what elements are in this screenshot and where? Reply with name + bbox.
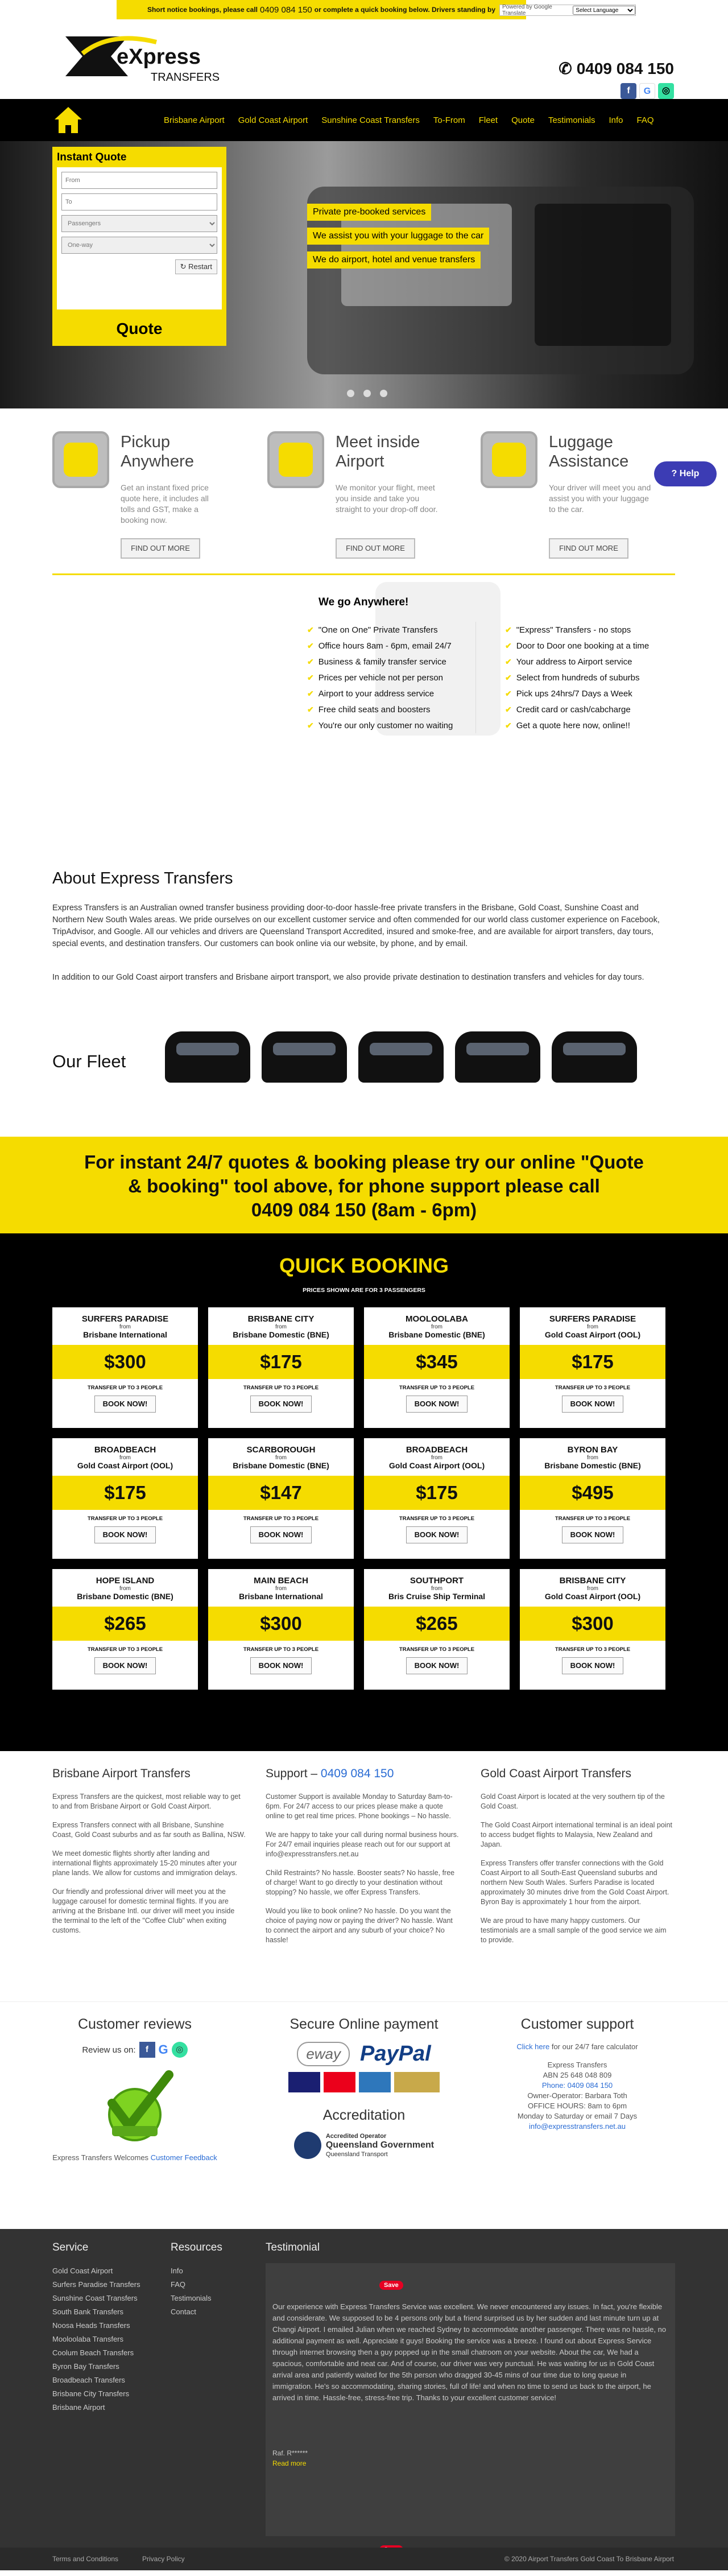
callout-private: Private pre-booked services [307, 204, 431, 221]
main-nav [0, 99, 728, 141]
qld-crest-icon [294, 2132, 321, 2159]
fare-calculator-line: Click here for our 24/7 fare calculator [516, 2042, 638, 2051]
feature-text: We monitor your flight, meet you inside and take you straight to your drop-off door. [336, 483, 438, 514]
hero-slider [0, 141, 728, 408]
card-note: TRANSFER UP TO 3 PEOPLE [87, 1516, 163, 1522]
google-icon[interactable]: G [639, 83, 655, 99]
instant-quote-title: Instant Quote [57, 151, 127, 163]
list-item: ✔ Airport to your address service [307, 686, 453, 701]
card-price: $175 [52, 1476, 198, 1510]
card-from-label: from [119, 1324, 131, 1330]
card-price: $300 [208, 1607, 354, 1641]
column-paragraph: We meet domestic flights shortly after landing and international flights approximately 15-20 minutes after your plane lands. We allow for customs and immigration delays. [52, 1850, 237, 1877]
terms-link[interactable]: Terms and Conditions [52, 2555, 119, 2563]
social-links [621, 83, 674, 99]
amex-card-icon [359, 2072, 391, 2092]
luggage-icon [481, 431, 537, 488]
support-email-link[interactable]: info@expresstransfers.net.au [528, 2122, 626, 2131]
home-icon[interactable] [52, 105, 84, 135]
card-origin: Brisbane Domestic (BNE) [233, 1461, 329, 1470]
slider-dots [347, 390, 387, 397]
fleet-title: Our Fleet [52, 1051, 126, 1071]
card-price: $265 [52, 1607, 198, 1641]
card-origin: Gold Coast Airport (OOL) [544, 1330, 641, 1339]
fleet-vehicle-image [455, 1031, 540, 1083]
hero-car-image [239, 164, 728, 391]
support-line: Monday to Saturday or email 7 Days [517, 2112, 638, 2120]
phone-quote-icon [52, 431, 109, 488]
pinterest-save-button[interactable]: Save [379, 2281, 403, 2290]
footer-bottom-bar [0, 2548, 728, 2570]
header-phone[interactable] [559, 59, 674, 78]
card-from-label: from [431, 1455, 442, 1461]
column-paragraph: We are proud to have many happy customers. Our testimonials are a small sample of the good service we aim to provide. [481, 1917, 667, 1944]
accreditation-title: Accreditation [322, 2107, 406, 2123]
card-from-label: from [431, 1324, 442, 1330]
find-out-more-button[interactable]: FIND OUT MORE [549, 538, 628, 559]
nav-item-faq[interactable]: FAQ [636, 115, 654, 125]
list-item: ✔ Pick ups 24hrs/7 Days a Week [505, 686, 649, 701]
book-now-button[interactable]: BOOK NOW! [406, 1657, 468, 1674]
fare-calculator-link[interactable]: Click here [516, 2042, 550, 2051]
support-column [266, 1767, 459, 1954]
column-paragraph: Child Restraints? No hassle. Booster seats? No hassle, free of charge! Want to go directly to your destination without stopping? No hassle, we offer Express Transfers. [266, 1869, 455, 1896]
fleet-vehicle-image [552, 1031, 637, 1083]
mastercard-icon [324, 2072, 355, 2092]
card-note: TRANSFER UP TO 3 PEOPLE [555, 1646, 631, 1653]
footer-service-link[interactable]: Coolum Beach Transfers [52, 2348, 134, 2357]
card-destination: MAIN BEACH [254, 1576, 308, 1586]
booking-card [52, 1307, 198, 1428]
accreditation-badge [262, 2132, 466, 2159]
callout-luggage: We assist you with your luggage to the car [307, 228, 489, 245]
cabcharge-card-icon [394, 2072, 440, 2092]
fleet-vehicle-image [262, 1031, 347, 1083]
card-origin: Brisbane Domestic (BNE) [388, 1330, 485, 1339]
card-price: $300 [520, 1607, 665, 1641]
book-now-button[interactable]: BOOK NOW! [562, 1526, 623, 1543]
list-item: ✔ Select from hundreds of suburbs [505, 670, 649, 686]
list-item: ✔ Your address to Airport service [505, 654, 649, 670]
card-price: $175 [520, 1345, 665, 1379]
testimonial-text: Our experience with Express Transfers Service was excellent. We never encountered any issues. In fact, you're flexible and considerate. We supposed to be 4 persons only but a friend surprised us by her sudden and last minute turn up at Changi Airport. I emailed Julian when we reached Sydney to accommodate another passenger. There was no hassle, no additional payment as well. Appreciate it guys! Booking the service was a breeze. I found out about Express Service through internet browsing then a guy popped up in the small chatroom on your website. About the car, We had a spacious, comfortable and neat car. And of course, our driver was very punctual. He was waiting for us in Gold Coast arrival area and patiently waited for the 5th person who dragged 30-45 mins of our time due to long queue in immigration. He's so accommodating, sharing stories, full of life! and when no time to send us back to the airport, he arrived in time. Hassle-free, stress-free trip. Thanks to your excellent customer service! [272, 2302, 667, 2402]
card-destination: SURFERS PARADISE [549, 1314, 636, 1324]
card-origin: Brisbane International [239, 1592, 323, 1601]
booking-card [520, 1438, 665, 1559]
testimonial-author: Raf. R****** [272, 2449, 308, 2457]
card-note: TRANSFER UP TO 3 PEOPLE [555, 1516, 631, 1522]
fleet-images [165, 1031, 637, 1083]
booking-card [208, 1438, 354, 1559]
google-icon[interactable]: G [158, 2042, 168, 2057]
booking-card [364, 1307, 510, 1428]
column-paragraph: Express Transfers are the quickest, most reliable way to get to and from Brisbane Airport or Gold Coast Airport. [52, 1793, 241, 1810]
footer-service-link[interactable]: Brisbane Airport [52, 2403, 105, 2412]
footer-service-link[interactable]: Surfers Paradise Transfers [52, 2280, 140, 2289]
quick-booking-title: QUICK BOOKING [279, 1254, 449, 1277]
accreditation-line: Accredited Operator [325, 2133, 387, 2140]
card-destination: BRISBANE CITY [559, 1576, 626, 1586]
card-from-label: from [431, 1586, 442, 1592]
features-section [0, 408, 728, 582]
card-destination: SURFERS PARADISE [81, 1314, 169, 1324]
nav-item-quote[interactable]: Quote [511, 115, 535, 125]
column-paragraph: Express Transfers offer transfer connections with the Gold Coast Airport to all South-East Queensland suburbs and northern New South Wales. Surfers Paradise is located approximately 30 minutes drive from the Gold Coast Airport. Byron Bay is approximately 1 hour from the airport. [481, 1859, 669, 1906]
footer-service-link[interactable]: Byron Bay Transfers [52, 2362, 119, 2371]
footer-service-link[interactable]: Noosa Heads Transfers [52, 2321, 130, 2330]
to-input[interactable] [61, 193, 217, 210]
booking-card [208, 1569, 354, 1690]
divider [52, 573, 675, 575]
column-paragraph: Our friendly and professional driver will meet you at the luggage carousel for domestic terminal flights. If you are arriving at the Brisbane Intl. our driver will meet you inside the terminal to the left of the "Coffee Club" when exiting customs. [52, 1888, 235, 1934]
testimonial-box [266, 2263, 675, 2536]
footer-resources-title: Resources [171, 2241, 222, 2253]
top-rated-seal-icon [89, 2063, 180, 2149]
feature-title: Pickup Anywhere [121, 433, 194, 470]
from-input[interactable] [61, 172, 217, 189]
support-title: Customer support [520, 2016, 634, 2032]
book-now-button[interactable]: BOOK NOW! [562, 1657, 623, 1674]
booking-card [52, 1569, 198, 1690]
find-out-more-button[interactable]: FIND OUT MORE [336, 538, 415, 559]
footer-testimonial-title: Testimonial [266, 2241, 320, 2253]
benefits-list-right [505, 622, 649, 733]
list-item: ✔ Get a quote here now, online!! [505, 717, 649, 733]
card-price: $175 [208, 1345, 354, 1379]
card-from-label: from [119, 1455, 131, 1461]
card-price: $495 [520, 1476, 665, 1510]
booking-card [520, 1307, 665, 1428]
facebook-icon[interactable]: f [139, 2042, 155, 2058]
nav-item-testimonials[interactable]: Testimonials [548, 115, 595, 125]
list-item: ✔ "One on One" Private Transfers [307, 622, 453, 638]
logo-word-transfers: TRANSFERS [151, 71, 220, 84]
footer-resource-link[interactable]: FAQ [171, 2280, 186, 2289]
card-logos [262, 2072, 466, 2092]
promo-line: & booking" tool above, for phone support please call [128, 1175, 600, 1196]
card-origin: Bris Cruise Ship Terminal [388, 1592, 486, 1601]
footer-service-link[interactable]: Mooloolaba Transfers [52, 2335, 124, 2343]
card-from-label: from [275, 1455, 287, 1461]
language-select[interactable] [573, 6, 635, 15]
nav-menu [157, 99, 661, 141]
column-paragraph: Would you like to book online? No hassle. Do you want the choice of paying now or paying the driver? No hassle. Want to connect the airport and any suburb of your choice? No hassle! [266, 1907, 453, 1944]
card-destination: MOOLOOLABA [406, 1314, 468, 1324]
site-header [0, 19, 728, 99]
card-from-label: from [275, 1586, 287, 1592]
quick-booking-section [0, 1233, 728, 1751]
card-note: TRANSFER UP TO 3 PEOPLE [243, 1646, 319, 1653]
support-phone[interactable]: Phone: 0409 084 150 [541, 2081, 613, 2090]
trip-type-select[interactable] [61, 237, 217, 254]
footer-service-link[interactable]: Sunshine Coast Transfers [52, 2294, 138, 2302]
top-bar [0, 0, 728, 19]
book-now-button[interactable]: BOOK NOW! [94, 1396, 156, 1413]
card-from-label: from [587, 1586, 598, 1592]
fleet-section [0, 1023, 728, 1137]
slider-dot-2[interactable] [363, 390, 371, 397]
card-note: TRANSFER UP TO 3 PEOPLE [399, 1516, 475, 1522]
book-now-button[interactable]: BOOK NOW! [250, 1526, 312, 1543]
column-paragraph: The Gold Coast Airport international terminal is an ideal point to access budget flights to Malaysia, New Zealand and Japan. [481, 1821, 672, 1848]
anywhere-title: We go Anywhere! [318, 596, 409, 608]
card-price: $147 [208, 1476, 354, 1510]
fleet-vehicle-image [358, 1031, 444, 1083]
column-title: Brisbane Airport Transfers [52, 1767, 191, 1780]
payment-logos [262, 2042, 466, 2066]
column-title: Support – 0409 084 150 [266, 1767, 394, 1780]
fleet-vehicle-image [165, 1031, 250, 1083]
payment-title: Secure Online payment [289, 2016, 439, 2032]
handshake-icon [267, 431, 324, 488]
about-title: About Express Transfers [52, 869, 233, 887]
feature-text: Your driver will meet you and assist you with your luggage to the car. [549, 483, 651, 514]
promo-phone[interactable]: 0409 084 150 (8am - 6pm) [251, 1199, 477, 1220]
list-item: ✔ Business & family transfer service [307, 654, 453, 670]
card-from-label: from [587, 1324, 598, 1330]
card-note: TRANSFER UP TO 3 PEOPLE [399, 1646, 475, 1653]
booking-card [52, 1438, 198, 1559]
card-price: $300 [52, 1345, 198, 1379]
card-destination: BYRON BAY [567, 1445, 618, 1455]
read-more-link[interactable]: Read more [272, 2459, 307, 2467]
hero-callouts [307, 204, 489, 275]
list-item: ✔ Credit card or cash/cabcharge [505, 701, 649, 717]
card-note: TRANSFER UP TO 3 PEOPLE [555, 1385, 631, 1391]
slider-dot-3[interactable] [380, 390, 387, 397]
card-note: TRANSFER UP TO 3 PEOPLE [399, 1385, 475, 1391]
help-button[interactable]: ? Help [654, 461, 717, 486]
card-note: TRANSFER UP TO 3 PEOPLE [87, 1385, 163, 1391]
gold-coast-column [481, 1767, 674, 1954]
footer-service-link[interactable]: Brisbane City Transfers [52, 2389, 130, 2398]
notice-text-2: or complete a quick booking below. Drivers standing by [314, 6, 496, 14]
notice-text: Short notice bookings, please call [147, 6, 258, 14]
paypal-logo: PayPal [360, 2042, 431, 2066]
review-us-label: Review us on: [82, 2045, 136, 2055]
payment-column [262, 2016, 466, 2159]
footer-service-link[interactable]: Broadbeach Transfers [52, 2376, 125, 2384]
restart-icon: ↻ [180, 262, 189, 271]
card-destination: SOUTHPORT [410, 1576, 464, 1586]
express-transfers-logo[interactable] [60, 25, 253, 88]
card-destination: BROADBEACH [406, 1445, 468, 1455]
list-item: ✔ "Express" Transfers - no stops [505, 622, 649, 638]
book-now-button[interactable]: BOOK NOW! [562, 1396, 623, 1413]
nav-item-gold-coast-airport[interactable]: Gold Coast Airport [238, 115, 308, 125]
facebook-icon[interactable]: f [621, 83, 636, 99]
footer-resources-list [171, 2264, 212, 2319]
card-origin: Brisbane Domestic (BNE) [77, 1592, 173, 1601]
booking-card [364, 1569, 510, 1690]
list-item: ✔ Prices per vehicle not per person [307, 670, 453, 686]
card-origin: Brisbane Domestic (BNE) [233, 1330, 329, 1339]
phone-icon: ✆ [559, 60, 572, 77]
feature-title: Meet inside Airport [336, 433, 420, 470]
visa-card-icon [288, 2072, 320, 2092]
booking-card [208, 1307, 354, 1428]
booking-cards-grid [52, 1307, 665, 1690]
feature-title: Luggage Assistance [549, 433, 629, 470]
slider-dot-1[interactable] [347, 390, 354, 397]
eway-logo: eway [297, 2042, 350, 2066]
card-note: TRANSFER UP TO 3 PEOPLE [243, 1516, 319, 1522]
support-phone-link[interactable]: 0409 084 150 [320, 1767, 394, 1780]
card-destination: BROADBEACH [94, 1445, 156, 1455]
about-paragraph-2: In addition to our Gold Coast airport transfers and Brisbane airport transport, we also provide private destination to destination transfers and vehicles for day tours. [52, 973, 644, 982]
site-footer [0, 2229, 728, 2570]
card-destination: SCARBOROUGH [246, 1445, 316, 1455]
card-destination: BRISBANE CITY [247, 1314, 315, 1324]
reviews-title: Customer reviews [77, 2016, 192, 2032]
benefits-list-left [307, 622, 476, 733]
footer-service-link[interactable]: Gold Coast Airport [52, 2267, 113, 2275]
copyright-text: © 2020 Airport Transfers Gold Coast To Brisbane Airport [504, 2555, 674, 2563]
customer-reviews-column [52, 2016, 217, 2163]
instant-quote-panel [52, 147, 226, 346]
quote-form [57, 167, 222, 309]
nav-item-info[interactable]: Info [609, 115, 623, 125]
footer-service-list [52, 2264, 140, 2414]
column-paragraph: Express Transfers connect with all Brisbane, Sunshine Coast, Gold Coast suburbs and as far south as Ballina, NSW. [52, 1821, 246, 1839]
column-paragraph: Customer Support is available Monday to Saturday 8am-to-6pm. For 24/7 access to our prices please make a quote online to get real time prices. Phone bookings – No hassle. [266, 1793, 453, 1820]
book-now-button[interactable]: BOOK NOW! [94, 1657, 156, 1674]
feedback-line: Express Transfers Welcomes Customer Feedback [52, 2153, 217, 2162]
short-notice-banner [117, 0, 526, 19]
review-us-row [52, 2042, 217, 2058]
support-line: OFFICE HOURS: 8am to 6pm [527, 2102, 627, 2110]
column-paragraph: Gold Coast Airport is located at the very southern tip of the Gold Coast. [481, 1793, 665, 1810]
nav-item-to-from[interactable]: To-From [433, 115, 465, 125]
footer-service-title: Service [52, 2241, 89, 2253]
header-phone-number[interactable]: 0409 084 150 [576, 59, 674, 77]
find-out-more-button[interactable]: FIND OUT MORE [121, 538, 200, 559]
card-origin: Gold Coast Airport (OOL) [388, 1461, 485, 1470]
card-price: $175 [364, 1476, 510, 1510]
card-from-label: from [587, 1455, 598, 1461]
tripadvisor-icon[interactable]: ◎ [658, 83, 674, 99]
list-item: ✔ Free child seats and boosters [307, 701, 453, 717]
passengers-select[interactable] [61, 215, 217, 232]
brisbane-airport-column [52, 1767, 246, 1945]
about-paragraph-1: Express Transfers is an Australian owned transfer business providing door-to-door hassle-free private transfers in the Brisbane, Gold Coast, Sunshine Coast and Northern New South Wales areas. We pride ourselves on our excellent customer service and often commended for our world class customer experience on Facebook, TripAdvisor, and Google. All our vehicles and drivers are Queensland Transport Accredited, insured and smoke-free, and are available for airport transfers, day tours, special events, and destination transfers. Our customers can book online via our website, by phone, and by email. [52, 903, 660, 948]
nav-item-fleet[interactable]: Fleet [478, 115, 498, 125]
help-icon: ? [671, 469, 680, 478]
booking-card [520, 1569, 665, 1690]
tripadvisor-icon[interactable]: ◎ [172, 2042, 188, 2058]
book-now-button[interactable]: BOOK NOW! [250, 1396, 312, 1413]
card-from-label: from [275, 1324, 287, 1330]
support-line: Express Transfers [547, 2061, 607, 2069]
card-from-label: from [119, 1586, 131, 1592]
column-paragraph: We are happy to take your call during normal business hours. For 24/7 email inquiries please reach out for our support at info@expresstransfers.net.au [266, 1831, 459, 1858]
footer-service-link[interactable]: South Bank Transfers [52, 2307, 124, 2316]
footer-resource-link[interactable]: Contact [171, 2307, 196, 2316]
list-item: ✔ You're our only customer no waiting [307, 717, 453, 733]
promo-line: For instant 24/7 quotes & booking please try our online "Quote [84, 1151, 644, 1173]
book-now-button[interactable]: BOOK NOW! [406, 1526, 468, 1543]
support-line: Owner-Operator: Barbara Toth [527, 2091, 627, 2100]
card-note: TRANSFER UP TO 3 PEOPLE [243, 1385, 319, 1391]
google-translate-widget[interactable] [499, 5, 636, 16]
restart-button[interactable]: ↻ Restart [175, 259, 217, 274]
column-title: Gold Coast Airport Transfers [481, 1767, 631, 1780]
card-origin: Gold Coast Airport (OOL) [544, 1592, 641, 1601]
list-item: ✔ Door to Door one booking at a time [505, 638, 649, 654]
callout-airport: We do airport, hotel and venue transfers [307, 251, 481, 269]
card-price: $345 [364, 1345, 510, 1379]
translate-powered-label: Powered by Google Translate [502, 4, 552, 16]
info-section [0, 1751, 728, 2001]
promo-banner [0, 1137, 728, 1233]
book-now-button[interactable]: BOOK NOW! [250, 1657, 312, 1674]
book-now-button[interactable]: BOOK NOW! [406, 1396, 468, 1413]
booking-card [364, 1438, 510, 1559]
logo-word-express: eXpress [117, 45, 201, 69]
customer-support-column [475, 2016, 680, 2132]
trust-section [0, 2001, 728, 2229]
book-now-button[interactable]: BOOK NOW! [94, 1526, 156, 1543]
we-go-anywhere-section [0, 582, 728, 852]
footer-resource-link[interactable]: Info [171, 2267, 183, 2275]
footer-resource-link[interactable]: Testimonials [171, 2294, 212, 2302]
quick-booking-subtitle: PRICES SHOWN ARE FOR 3 PASSENGERS [303, 1287, 425, 1294]
quote-button[interactable]: Quote [57, 316, 222, 341]
list-item: ✔ Office hours 8am - 6pm, email 24/7 [307, 638, 453, 654]
card-origin: Gold Coast Airport (OOL) [77, 1461, 173, 1470]
about-section [0, 852, 728, 1023]
notice-phone-link[interactable]: 0409 084 150 [260, 5, 312, 15]
customer-feedback-link[interactable]: Customer Feedback [150, 2153, 217, 2162]
card-origin: Brisbane International [83, 1330, 167, 1339]
card-price: $265 [364, 1607, 510, 1641]
nav-item-brisbane-airport[interactable]: Brisbane Airport [164, 115, 225, 125]
card-note: TRANSFER UP TO 3 PEOPLE [87, 1646, 163, 1653]
card-destination: HOPE ISLAND [96, 1576, 155, 1586]
accreditation-line: Queensland Government [325, 2140, 435, 2150]
privacy-link[interactable]: Privacy Policy [142, 2555, 185, 2563]
card-origin: Brisbane Domestic (BNE) [544, 1461, 641, 1470]
feature-text: Get an instant fixed price quote here, it includes all tolls and GST, make a booking now. [121, 483, 209, 525]
nav-item-sunshine-coast[interactable]: Sunshine Coast Transfers [321, 115, 420, 125]
accreditation-line: Queensland Transport [325, 2151, 388, 2158]
support-line: ABN 25 648 048 809 [543, 2071, 612, 2079]
